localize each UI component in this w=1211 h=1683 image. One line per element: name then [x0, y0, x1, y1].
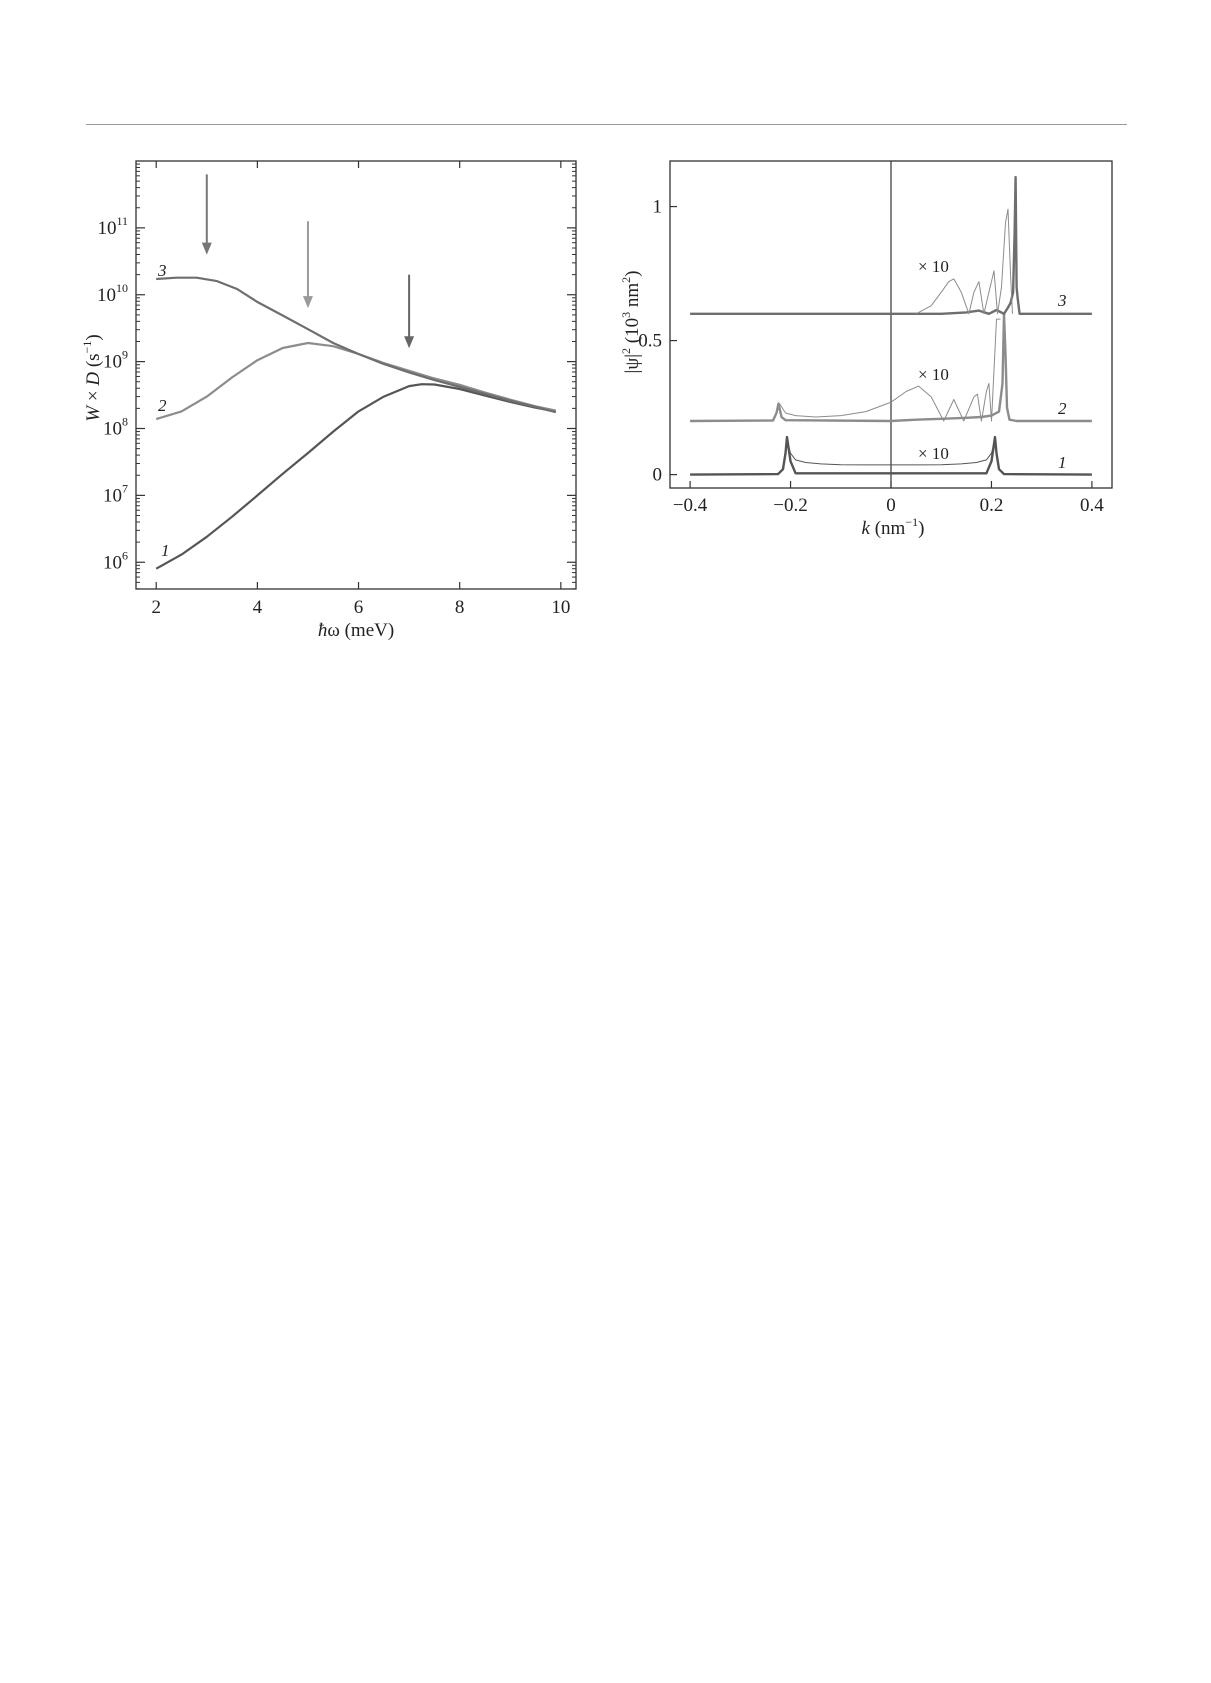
curve-label-3: 3 [158, 261, 167, 280]
y-axis-label-left: W × D $(s^{-1})$ [80, 334, 104, 422]
x-axis-label-right: k $(nm^{-1})$ [861, 515, 925, 539]
curve-label-2-right: 2 [1058, 399, 1067, 418]
x-tick-label: −0.2 [773, 495, 808, 516]
curve-label-1-right: 1 [1058, 453, 1067, 472]
y-tick-label: 0 [652, 464, 662, 486]
y-tick-label: $10^6$ [103, 548, 128, 574]
curve-label-2: 2 [158, 396, 167, 415]
y-tick-label: $10^{11}$ [97, 213, 128, 239]
y-axis-label-right: $|\psi|^2$ ($10^3$ $nm^2$) [619, 270, 643, 374]
curve-label-1: 1 [161, 541, 170, 560]
annotation-x10-3: × 10 [918, 257, 949, 276]
x-tick-label: 8 [454, 597, 465, 618]
y-tick-label: $10^7$ [103, 481, 128, 507]
y-ticks-right [638, 197, 677, 486]
series-line-3 [780, 319, 1001, 421]
y-tick-label: 0.5 [638, 330, 662, 352]
x-tick-label: 2 [151, 597, 161, 618]
y-tick-label: $10^9$ [103, 347, 128, 373]
x-tick-label: 0 [886, 495, 896, 516]
x-ticks-right [673, 481, 1104, 516]
x-tick-label: −0.4 [672, 495, 708, 516]
chart-psi-vs-k [0, 0, 1211, 700]
x-tick-label: 6 [353, 597, 364, 618]
y-tick-label: 1 [652, 196, 662, 218]
x-axis-label-left: ħω (meV) [317, 620, 395, 641]
y-tick-label: $10^8$ [103, 414, 128, 440]
annotation-x10-1: × 10 [918, 444, 949, 463]
y-tick-label: $10^{10}$ [97, 280, 128, 306]
x-tick-label: 10 [551, 597, 571, 618]
x-tick-label: 0.2 [979, 495, 1004, 516]
x-tick-label: 0.4 [1080, 495, 1104, 516]
annotation-x10-2: × 10 [918, 365, 949, 384]
curve-label-3-right: 3 [1058, 291, 1067, 310]
x-tick-label: 4 [252, 597, 263, 618]
